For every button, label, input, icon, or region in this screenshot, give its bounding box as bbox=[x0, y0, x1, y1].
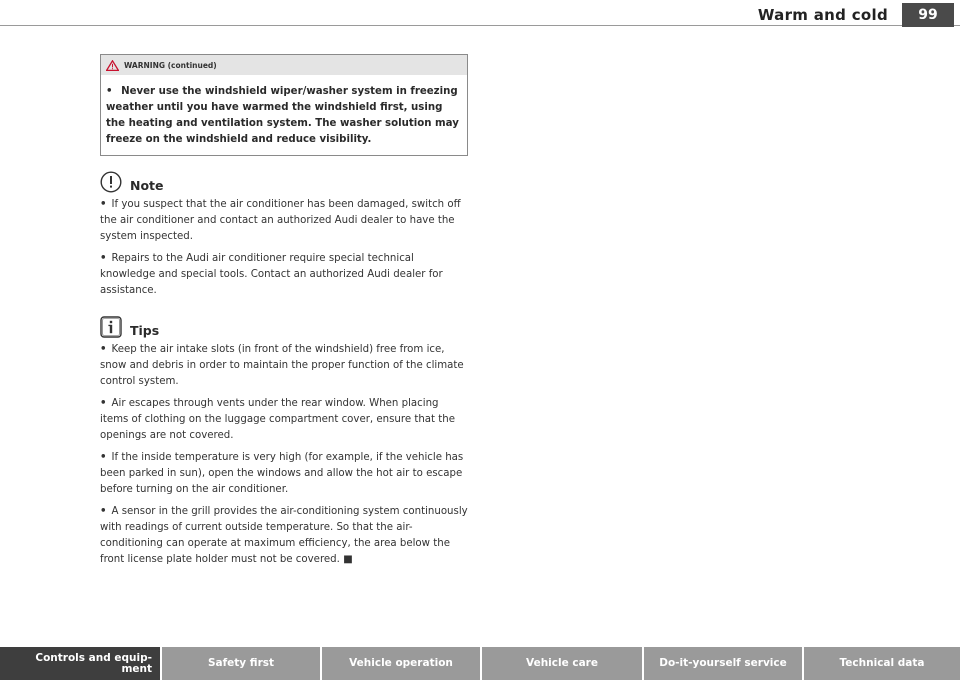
bullet: • bbox=[100, 253, 107, 264]
footer-nav bbox=[0, 647, 960, 680]
tips-item-text: If the inside temperature is very high (for example, if the vehicle has been parked in sun), open the windows and allow the hot air to escape before turning on the air conditioner. bbox=[100, 452, 464, 495]
main-column bbox=[100, 54, 468, 568]
header-rule bbox=[0, 25, 960, 26]
nav-tab-label: Do-it-yourself service bbox=[659, 657, 787, 669]
nav-tab-vehicle-care[interactable] bbox=[482, 647, 642, 680]
bullet: • bbox=[100, 452, 107, 463]
bullet: • bbox=[100, 506, 107, 517]
tips-item-text: Air escapes through vents under the rear window. When placing items of clothing on the luggage compartment cover, ensure that the openings are not covered. bbox=[100, 398, 455, 441]
note-title: Note bbox=[130, 178, 164, 193]
warning-header bbox=[101, 55, 467, 75]
nav-tab-label: Vehicle operation bbox=[349, 657, 453, 669]
bullet: • bbox=[100, 344, 107, 355]
bullet: • bbox=[100, 398, 107, 409]
page-number: 99 bbox=[902, 3, 954, 27]
tips-item bbox=[100, 396, 468, 444]
warning-body bbox=[101, 75, 467, 155]
warning-bullet: • bbox=[106, 86, 113, 97]
note-item bbox=[100, 251, 468, 299]
warning-title: WARNING (continued) bbox=[124, 60, 217, 70]
note-heading bbox=[100, 170, 468, 193]
nav-tab-technical-data[interactable] bbox=[804, 647, 960, 680]
tips-heading bbox=[100, 315, 468, 338]
tips-item bbox=[100, 342, 468, 390]
tips-item bbox=[100, 450, 468, 498]
tips-item-text: Keep the air intake slots (in front of the windshield) free from ice, snow and debris in order to maintain the proper function of the climate control system. bbox=[100, 344, 464, 387]
tips-list bbox=[100, 342, 468, 568]
nav-tab-label: Technical data bbox=[839, 657, 925, 669]
note-list bbox=[100, 197, 468, 299]
note-item-text: Repairs to the Audi air conditioner require special technical knowledge and special tools. Contact an authorized Audi dealer for assistance. bbox=[100, 253, 443, 296]
warning-text: Never use the windshield wiper/washer system in freezing weather until you have warmed the windshield first, using the heating and ventilation system. The washer solution may freeze on the windshield and reduce visibility. bbox=[106, 86, 459, 145]
note-circle-icon bbox=[100, 171, 122, 193]
tips-item-text: A sensor in the grill provides the air-conditioning system continuously with readings of current outside temperature. So that the air-conditioning can operate at maximum efficiency, the area below the front license plate holder must not be covered. ■ bbox=[100, 506, 468, 565]
note-item bbox=[100, 197, 468, 245]
warning-triangle-icon bbox=[106, 60, 119, 71]
nav-tab-label: Controls and equip- ment bbox=[35, 651, 152, 675]
bullet: • bbox=[100, 199, 107, 210]
nav-tab-controls-and-equipment[interactable] bbox=[0, 647, 160, 680]
nav-tab-label: Safety first bbox=[207, 657, 275, 669]
tips-item bbox=[100, 504, 468, 568]
note-item-text: If you suspect that the air conditioner has been damaged, switch off the air conditioner and contact an authorized Audi dealer to have the system inspected. bbox=[100, 199, 461, 242]
warning-box bbox=[100, 54, 468, 156]
nav-tab-safety-first[interactable] bbox=[162, 647, 320, 680]
nav-tab-label: Vehicle care bbox=[526, 657, 598, 669]
section-title: Warm and cold bbox=[757, 6, 888, 24]
nav-tab-do-it-yourself-service[interactable] bbox=[644, 647, 802, 680]
nav-tab-vehicle-operation[interactable] bbox=[322, 647, 480, 680]
info-tips-icon bbox=[100, 316, 122, 338]
tips-title: Tips bbox=[130, 323, 160, 338]
